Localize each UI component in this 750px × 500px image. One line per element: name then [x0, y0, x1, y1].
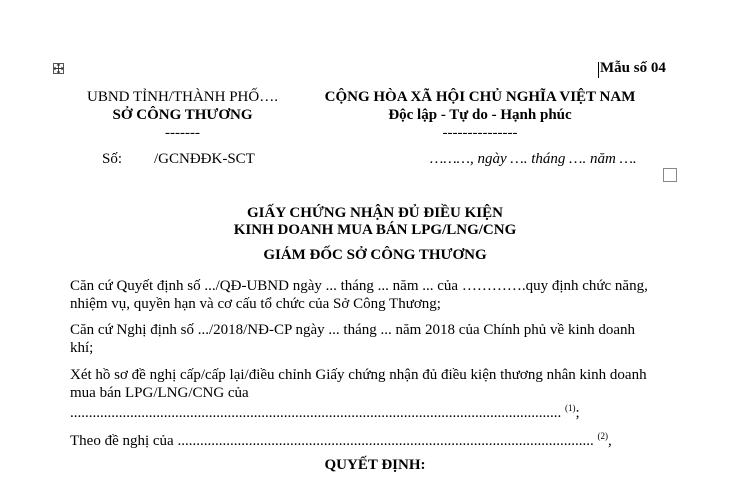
title-line2: KINH DOANH MUA BÁN LPG/LNG/CNG	[233, 222, 517, 238]
paragraph-dossier-review: Xét hồ sơ đề nghị cấp/cấp lại/điều chỉnh Giấy chứng nhận đủ điều kiện thương nhân kinh doanh mua bán LPG/LNG/CNG của	[70, 367, 647, 401]
number-label: Số:	[102, 151, 123, 167]
decision-heading: QUYẾT ĐỊNH:	[324, 457, 426, 473]
paragraph-decree-basis: Căn cứ Nghị định số .../2018/NĐ-CP ngày ... tháng ... năm 2018 của Chính phủ về kinh doanh khí;	[70, 322, 636, 356]
form-number: Mẫu số 04	[600, 60, 666, 76]
motto-text: Độc lập - Tự do - Hạnh phúc	[388, 107, 572, 123]
agency-province: UBND TỈNH/THÀNH PHỐ….	[87, 89, 278, 105]
director-heading: GIÁM ĐỐC SỞ CÔNG THƯƠNG	[263, 247, 487, 263]
document-number	[102, 151, 255, 168]
agency-department: SỞ CÔNG THƯƠNG	[112, 107, 253, 123]
table-move-handle-icon[interactable]	[53, 63, 64, 74]
fill-end: ;	[575, 405, 580, 421]
fill-line-proposal	[70, 431, 612, 450]
fill-dots: ...................................................................................................................................	[70, 405, 562, 421]
layout-options-checkbox[interactable]	[663, 168, 677, 182]
title-line1: GIẤY CHỨNG NHẬN ĐỦ ĐIỀU KIỆN	[247, 205, 503, 221]
fill-line-applicant	[70, 403, 580, 422]
fill-end: ,	[607, 433, 612, 449]
issuing-agency	[80, 88, 285, 142]
country-name: CỘNG HÒA XÃ HỘI CHỦ NGHĨA VIỆT NAM	[324, 89, 636, 105]
proposal-text: Theo đề nghị của ...............................................................................................................	[70, 433, 594, 449]
footnote-ref-1: (1)	[565, 403, 576, 413]
footnote-ref-2: (2)	[597, 431, 608, 441]
motto-divider: ---------------	[442, 125, 518, 141]
agency-divider: -------	[165, 125, 200, 141]
national-motto	[300, 88, 660, 142]
document-title	[150, 205, 600, 239]
number-code: /GCNĐĐK-SCT	[154, 151, 255, 167]
document-date: ………, ngày …. tháng …. năm ….	[430, 151, 637, 167]
paragraph-decision-basis: Căn cứ Quyết định số .../QĐ-UBND ngày ... tháng ... năm ... của ………….quy định chức năng, nhiệm vụ, quyền hạn và cơ cấu tổ chức của Sở Công Thương;	[70, 278, 648, 312]
